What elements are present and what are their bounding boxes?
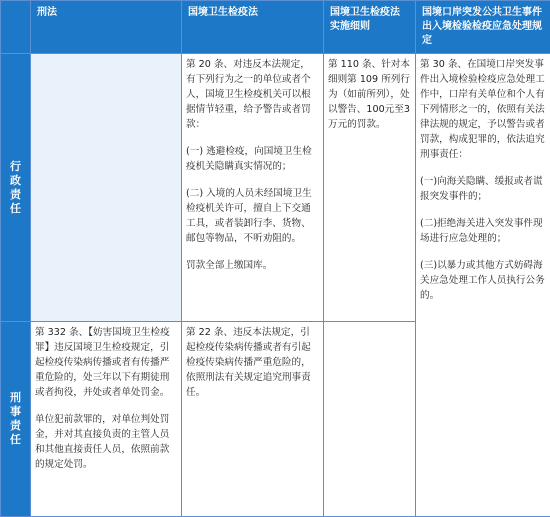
- header-xingfa: 刑法: [31, 1, 182, 54]
- row-label-char: 刑: [10, 391, 22, 405]
- cell-criminal-xingfa: [31, 322, 182, 517]
- header-yingji-guiding: 国境口岸突发公共卫生事件出入境检验检疫应急处理规定: [416, 1, 550, 54]
- cell-admin-jianyifa: [182, 54, 324, 322]
- cell-criminal-xize: [324, 322, 416, 517]
- row-administrative: [1, 54, 550, 322]
- paragraph: 第 332 条、【妨害国境卫生检疫罪】违反国境卫生检疫规定，引起检疫传染病传播或者有传播严重危险的，处三年以下有期徒刑或者拘役，并处或者单处罚金。: [35, 325, 177, 400]
- header-corner: [1, 1, 31, 54]
- paragraph: 第 20 条、对违反本法规定，有下列行为之一的单位或者个人，国境卫生检疫机关可以根据情节轻重，给予警告或者罚款：: [186, 57, 319, 132]
- row-label-char: 任: [10, 433, 22, 447]
- header-shishi-xize: 国境卫生检疫法实施细则: [324, 1, 416, 54]
- paragraph: 第 30 条、在国境口岸突发事件出入境检验检疫应急处理工作中，口岸有关单位和个人有下列情形之一的，依照有关法律法规的规定，予以警告或者罚款，构成犯罪的，依法追究刑事责任：: [420, 57, 546, 162]
- row-label-char: 政: [10, 174, 22, 188]
- row-label-char: 责: [10, 188, 22, 202]
- paragraph: 罚款全部上缴国库。: [186, 258, 319, 273]
- header-jianyifa: 国境卫生检疫法: [182, 1, 324, 54]
- row-label-criminal: [1, 322, 31, 517]
- paragraph: (一)向海关隐瞒、缓报或者谎报突发事件的；: [420, 174, 546, 204]
- paragraph: 单位犯前款罪的，对单位判处罚金，并对其直接负责的主管人员和其他直接责任人员，依照前款的规定处罚。: [35, 412, 177, 472]
- row-label-char: 责: [10, 419, 22, 433]
- row-label-char: 任: [10, 202, 22, 216]
- paragraph: (二)拒绝海关进入突发事件现场进行应急处理的；: [420, 216, 546, 246]
- cell-admin-xize: [324, 54, 416, 322]
- row-label-char: 事: [10, 405, 22, 419]
- paragraph: 第 110 条、针对本细则第 109 所列行为（如前所列），处以警告、100元至3万元的罚款。: [328, 57, 411, 132]
- row-label-administrative: [1, 54, 31, 322]
- paragraph: (三)以暴力或其他方式妨碍海关应急处理工作人员执行公务的。: [420, 258, 546, 303]
- cell-yingji-guiding: [416, 54, 550, 517]
- cell-criminal-jianyifa: [182, 322, 324, 517]
- row-label-char: 行: [10, 160, 22, 174]
- header-row: [1, 1, 550, 54]
- paragraph: 第 22 条、违反本法规定，引起检疫传染病传播或者有引起检疫传染病传播严重危险的，依照刑法有关规定追究刑事责任。: [186, 325, 319, 400]
- cell-admin-xingfa: [31, 54, 182, 322]
- paragraph: (二) 入境的人员未经国境卫生检疫机关许可，擅自上下交通工具，或者装卸行李、货物、邮包等物品，不听劝阻的。: [186, 186, 319, 246]
- paragraph: (一) 逃避检疫，向国境卫生检疫机关隐瞒真实情况的；: [186, 144, 319, 174]
